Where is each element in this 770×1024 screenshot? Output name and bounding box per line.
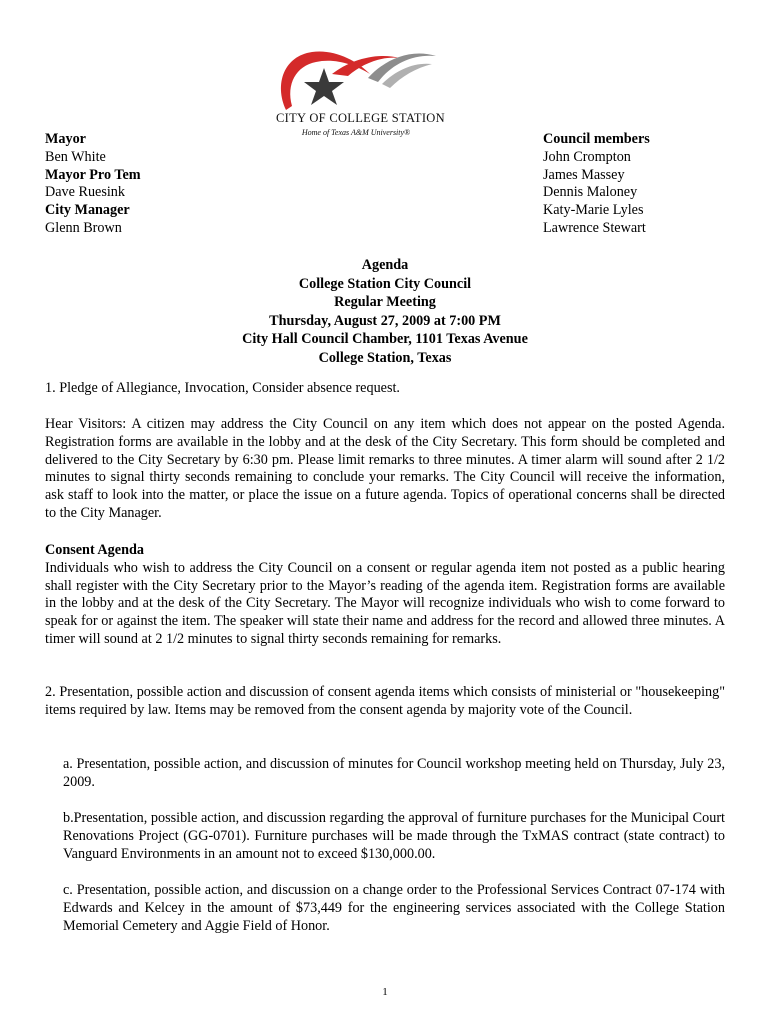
hear-visitors-paragraph: Hear Visitors: A citizen may address the City Council on any item which does not appear on the posted Agenda. Registration forms are available in the lobby and at the desk of the City Secretary. This form should be completed and delivered to the City Secretary by 6:30 pm. Please limit remarks to three minutes. A timer alarm will sound after 2 1/2 minutes to signal thirty seconds remaining to conclude your remarks. The City Council will receive the information, ask staff to look into the matter, or place the issue on a future agenda. Topics of operational concerns shall be directed to the City Manager. — [45, 416, 725, 521]
heading-council: College Station City Council — [298, 275, 472, 292]
heading-location: City Hall Council Chamber, 1101 Texas Avenue — [242, 331, 528, 348]
heading-date: Thursday, August 27, 2009 at 7:00 PM — [269, 312, 501, 329]
agenda-item-2c: c. Presentation, possible action, and discussion on a change order to the Professional Services Contract 07-174 with Edwards and Kelcey in the amount of $73,449 for the engineering services associated with the College Station Memorial Cemetery and Aggie Field of Honor. — [63, 882, 725, 934]
official-name-city-manager: Glenn Brown — [45, 219, 122, 236]
logo-city-text: CITY OF COLLEGE STATION — [276, 111, 445, 125]
consent-agenda-section — [45, 542, 725, 649]
council-member: Dennis Maloney — [543, 184, 638, 201]
council-title: Council members — [543, 131, 650, 147]
heading-city: College Station, Texas — [318, 349, 452, 366]
agenda-item-1: 1. Pledge of Allegiance, Invocation, Consider absence request. — [45, 380, 400, 396]
council-member: John Crompton — [543, 148, 631, 165]
consent-agenda-title: Consent Agenda — [45, 542, 144, 558]
heading-meeting-type: Regular Meeting — [334, 294, 436, 311]
logo-tagline: Home of Texas A&M University® — [301, 128, 411, 137]
council-member: Katy-Marie Lyles — [543, 202, 644, 219]
consent-agenda-text: Individuals who wish to address the City Council on a consent or regular agenda item not posted as a public hearing shall register with the City Secretary prior to the Mayor’s reading of the agenda item. Registration forms are available in the lobby and at the desk of the City Secretary. The Mayor will recognize individuals who wish to come forward to speak for or against the item. The speaker will state their name and address for the record and allowed three minutes. A timer will sound at 2 1/2 minutes to signal thirty seconds remaining for remarks. — [45, 559, 725, 647]
page-number: 1 — [382, 986, 388, 998]
official-title-mayor-pro-tem: Mayor Pro Tem — [45, 166, 141, 183]
agenda-item-2b: b.Presentation, possible action, and discussion regarding the approval of furniture purchases for the Municipal Court Renovations Project (GG-0701). Furniture purchases will be made through the TxMAS contract (state contract) to Vanguard Environments in an amount not to exceed $130,000.00. — [63, 810, 725, 862]
official-name-mayor-pro-tem: Dave Ruesink — [45, 184, 125, 201]
council-member: Lawrence Stewart — [543, 219, 646, 236]
heading-agenda: Agenda — [361, 257, 409, 273]
official-name-mayor: Ben White — [45, 148, 106, 165]
council-members-list — [543, 131, 650, 238]
official-title-mayor: Mayor — [45, 131, 86, 147]
official-title-city-manager: City Manager — [45, 202, 130, 219]
agenda-item-2a: a. Presentation, possible action, and discussion of minutes for Council workshop meeting held on Thursday, July 23, 2009. — [63, 756, 725, 790]
logo-swoosh-graphic — [272, 44, 442, 114]
agenda-heading — [0, 256, 770, 368]
officials-list — [45, 131, 141, 238]
agenda-item-2: 2. Presentation, possible action and discussion of consent agenda items which consists of ministerial or "housekeeping" items required by law. Items may be removed from the consent agenda by majority vote of the Council. — [45, 684, 725, 718]
council-member: James Massey — [543, 166, 625, 183]
city-logo — [272, 44, 445, 144]
